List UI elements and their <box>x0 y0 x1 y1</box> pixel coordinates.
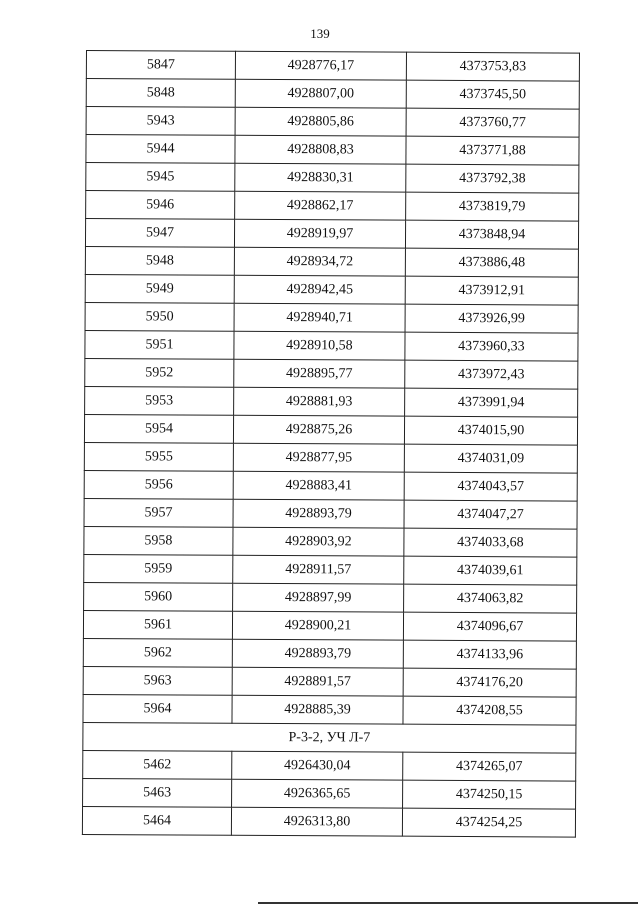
point-number-cell: 5464 <box>82 806 231 835</box>
x-coordinate-cell: 4928891,57 <box>232 667 403 696</box>
point-number-cell: 5462 <box>83 750 232 779</box>
x-coordinate-cell: 4928895,77 <box>234 359 405 388</box>
point-number-cell: 5959 <box>84 554 233 583</box>
table-row <box>84 498 577 529</box>
y-coordinate-cell: 4374043,57 <box>404 472 577 501</box>
point-number-cell: 5847 <box>86 51 235 80</box>
y-coordinate-cell: 4373792,38 <box>406 164 579 193</box>
x-coordinate-cell: 4928875,26 <box>233 415 404 444</box>
y-coordinate-cell: 4373886,48 <box>405 248 578 277</box>
x-coordinate-cell: 4928942,45 <box>234 275 405 304</box>
point-number-cell: 5463 <box>83 778 232 807</box>
table-section <box>83 722 576 753</box>
point-number-cell: 5962 <box>83 638 232 667</box>
point-number-cell: 5949 <box>85 274 234 303</box>
y-coordinate-cell: 4374096,67 <box>403 612 576 641</box>
coordinates-table <box>82 50 580 838</box>
point-number-cell: 5848 <box>86 79 235 108</box>
y-coordinate-cell: 4373912,91 <box>405 276 578 305</box>
y-coordinate-cell: 4374265,07 <box>403 752 576 781</box>
table-row <box>85 246 578 277</box>
x-coordinate-cell: 4928877,95 <box>233 443 404 472</box>
point-number-cell: 5950 <box>85 302 234 331</box>
table-row <box>84 554 577 585</box>
point-number-cell: 5963 <box>83 666 232 695</box>
point-number-cell: 5964 <box>83 694 232 723</box>
table-row <box>84 442 577 473</box>
y-coordinate-cell: 4373819,79 <box>406 192 579 221</box>
point-number-cell: 5943 <box>86 107 235 136</box>
point-number-cell: 5953 <box>85 386 234 415</box>
point-number-cell: 5945 <box>86 163 235 192</box>
table-row <box>83 666 576 697</box>
y-coordinate-cell: 4373745,50 <box>406 80 579 109</box>
y-coordinate-cell: 4374133,96 <box>403 640 576 669</box>
table-row <box>85 302 578 333</box>
table-row <box>83 750 576 781</box>
x-coordinate-cell: 4926313,80 <box>231 807 402 836</box>
table-row <box>85 330 578 361</box>
x-coordinate-cell: 4928883,41 <box>233 471 404 500</box>
x-coordinate-cell: 4928881,93 <box>234 387 405 416</box>
x-coordinate-cell: 4928830,31 <box>235 163 406 192</box>
y-coordinate-cell: 4373972,43 <box>405 360 578 389</box>
y-coordinate-cell: 4373960,33 <box>405 332 578 361</box>
y-coordinate-cell: 4374015,90 <box>404 416 577 445</box>
x-coordinate-cell: 4928807,00 <box>235 79 406 108</box>
y-coordinate-cell: 4374254,25 <box>402 808 575 837</box>
table-row <box>85 219 578 250</box>
bottom-edge-line <box>258 902 638 904</box>
table-row <box>83 610 576 641</box>
x-coordinate-cell: 4928911,57 <box>233 555 404 584</box>
y-coordinate-cell: 4374176,20 <box>403 668 576 697</box>
x-coordinate-cell: 4928903,92 <box>233 527 404 556</box>
y-coordinate-cell: 4374047,27 <box>404 500 577 529</box>
page-number: 139 <box>310 26 330 41</box>
table-body-bottom <box>82 750 575 837</box>
x-coordinate-cell: 4928934,72 <box>234 247 405 276</box>
point-number-cell: 5947 <box>85 219 234 248</box>
x-coordinate-cell: 4928885,39 <box>232 695 403 724</box>
y-coordinate-cell: 4373771,88 <box>406 136 579 165</box>
section-label: Р-3-2, УЧ Л-7 <box>83 722 576 753</box>
table-row <box>84 526 577 557</box>
point-number-cell: 5944 <box>86 135 235 164</box>
table-row <box>84 414 577 445</box>
table-row <box>85 386 578 417</box>
x-coordinate-cell: 4928862,17 <box>235 191 406 220</box>
x-coordinate-cell: 4928897,99 <box>233 583 404 612</box>
y-coordinate-cell: 4374031,09 <box>404 444 577 473</box>
x-coordinate-cell: 4928910,58 <box>234 331 405 360</box>
x-coordinate-cell: 4928805,86 <box>235 107 406 136</box>
x-coordinate-cell: 4928940,71 <box>234 303 405 332</box>
table-row <box>83 638 576 669</box>
point-number-cell: 5946 <box>86 191 235 220</box>
x-coordinate-cell: 4928893,79 <box>233 499 404 528</box>
table-body-top <box>83 51 580 726</box>
x-coordinate-cell: 4926365,65 <box>232 779 403 808</box>
x-coordinate-cell: 4928776,17 <box>235 51 406 80</box>
point-number-cell: 5960 <box>84 582 233 611</box>
y-coordinate-cell: 4374208,55 <box>403 696 576 725</box>
table-row <box>84 470 577 501</box>
y-coordinate-cell: 4374250,15 <box>403 780 576 809</box>
y-coordinate-cell: 4373753,83 <box>406 52 579 81</box>
point-number-cell: 5952 <box>85 358 234 387</box>
y-coordinate-cell: 4374039,61 <box>404 556 577 585</box>
point-number-cell: 5961 <box>83 610 232 639</box>
point-number-cell: 5948 <box>85 246 234 275</box>
table-row <box>86 191 579 222</box>
section-row <box>83 722 576 753</box>
table-row <box>85 274 578 305</box>
point-number-cell: 5954 <box>84 414 233 443</box>
table-row <box>84 582 577 613</box>
point-number-cell: 5955 <box>84 442 233 471</box>
y-coordinate-cell: 4373848,94 <box>405 220 578 249</box>
x-coordinate-cell: 4928808,83 <box>235 135 406 164</box>
point-number-cell: 5956 <box>84 470 233 499</box>
x-coordinate-cell: 4928900,21 <box>232 611 403 640</box>
y-coordinate-cell: 4373760,77 <box>406 108 579 137</box>
point-number-cell: 5951 <box>85 330 234 359</box>
x-coordinate-cell: 4928893,79 <box>232 639 403 668</box>
x-coordinate-cell: 4926430,04 <box>232 751 403 780</box>
point-number-cell: 5957 <box>84 498 233 527</box>
table-row <box>86 163 579 194</box>
table-row <box>82 806 575 837</box>
x-coordinate-cell: 4928919,97 <box>234 219 405 248</box>
y-coordinate-cell: 4374033,68 <box>404 528 577 557</box>
y-coordinate-cell: 4373926,99 <box>405 304 578 333</box>
point-number-cell: 5958 <box>84 526 233 555</box>
table-row <box>83 694 576 725</box>
table-row <box>85 358 578 389</box>
table-row <box>86 107 579 138</box>
table-row <box>86 51 579 82</box>
y-coordinate-cell: 4374063,82 <box>404 584 577 613</box>
table-row <box>86 79 579 110</box>
y-coordinate-cell: 4373991,94 <box>405 388 578 417</box>
table-row <box>83 778 576 809</box>
table-row <box>86 135 579 166</box>
